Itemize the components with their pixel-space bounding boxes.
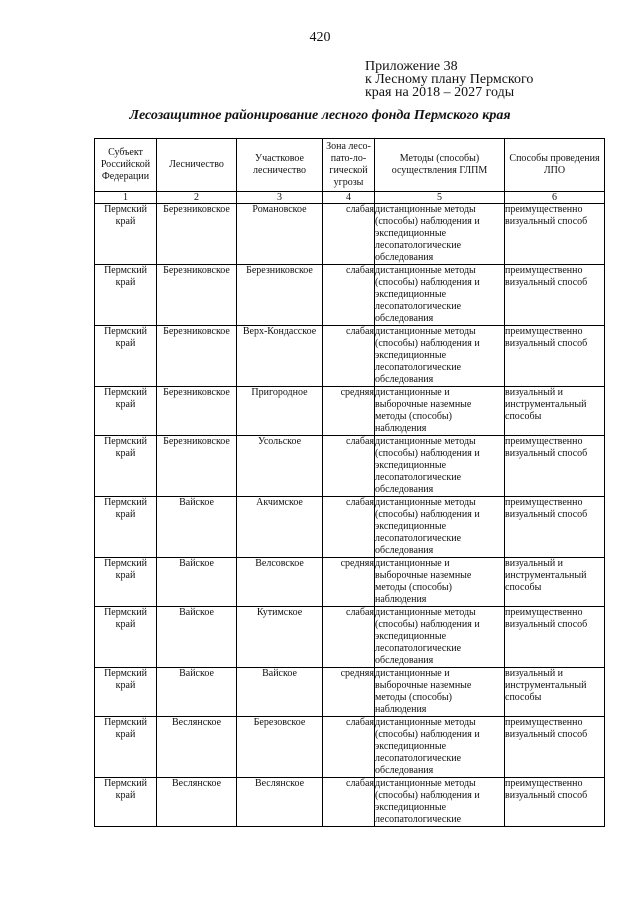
forestry-cell: Березниковское: [157, 326, 237, 387]
methods-cell: дистанционные методы (способы) наблюдения и экспедиционные лесопатологические: [375, 778, 505, 827]
column-header: Лесничество: [157, 139, 237, 192]
appendix-line-3: края на 2018 – 2027 годы: [365, 85, 515, 100]
subject-cell: Пермский край: [95, 265, 157, 326]
forestry-cell: Березниковское: [157, 204, 237, 265]
lpo-cell: преимущественно визуальный способ: [505, 436, 605, 497]
appendix-note: [365, 60, 533, 99]
zone-cell: слабая: [323, 717, 375, 778]
zone-cell: средняя: [323, 387, 375, 436]
district-cell: Велсовское: [237, 558, 323, 607]
district-cell: Романовское: [237, 204, 323, 265]
forestry-cell: Вайское: [157, 668, 237, 717]
lpo-cell: визуальный и инструментальный способы: [505, 387, 605, 436]
forestry-cell: Вайское: [157, 607, 237, 668]
district-cell: Верх-Кондасское: [237, 326, 323, 387]
zone-cell: слабая: [323, 436, 375, 497]
lpo-cell: преимущественно визуальный способ: [505, 717, 605, 778]
methods-cell: дистанционные методы (способы) наблюдения и экспедиционные лесопатологические обследования: [375, 204, 505, 265]
table-header-row: [95, 139, 605, 192]
zone-cell: слабая: [323, 607, 375, 668]
district-cell: Березовское: [237, 717, 323, 778]
district-cell: Усольское: [237, 436, 323, 497]
column-header: Способы проведения ЛПО: [505, 139, 605, 192]
methods-cell: дистанционные и выборочные наземные методы (способы) наблюдения: [375, 668, 505, 717]
zone-cell: слабая: [323, 265, 375, 326]
district-cell: Вайское: [237, 668, 323, 717]
column-header: Субъект Российской Федерации: [95, 139, 157, 192]
lpo-cell: преимущественно визуальный способ: [505, 265, 605, 326]
forestry-cell: Веслянское: [157, 778, 237, 827]
district-cell: Кутимское: [237, 607, 323, 668]
document-title: Лесозащитное районирование лесного фонда Пермского края: [129, 108, 511, 123]
table-row: [95, 497, 605, 558]
zone-cell: средняя: [323, 668, 375, 717]
methods-cell: дистанционные методы (способы) наблюдения и экспедиционные лесопатологические обследования: [375, 436, 505, 497]
methods-cell: дистанционные методы (способы) наблюдения и экспедиционные лесопатологические обследования: [375, 497, 505, 558]
methods-cell: дистанционные и выборочные наземные методы (способы) наблюдения: [375, 387, 505, 436]
subject-cell: Пермский край: [95, 717, 157, 778]
page-number: 420: [309, 30, 331, 45]
appendix-line-1: Приложение 38: [365, 59, 458, 74]
lpo-cell: преимущественно визуальный способ: [505, 204, 605, 265]
lpo-cell: преимущественно визуальный способ: [505, 607, 605, 668]
zone-cell: слабая: [323, 326, 375, 387]
table-row: [95, 326, 605, 387]
table-row: [95, 778, 605, 827]
forestry-cell: Вайское: [157, 497, 237, 558]
zone-cell: средняя: [323, 558, 375, 607]
forestry-cell: Березниковское: [157, 436, 237, 497]
subject-cell: Пермский край: [95, 436, 157, 497]
column-header: Участковое лесничество: [237, 139, 323, 192]
appendix-line-2: к Лесному плану Пермского: [365, 72, 534, 87]
district-cell: Акчимское: [237, 497, 323, 558]
district-cell: Пригородное: [237, 387, 323, 436]
subject-cell: Пермский край: [95, 387, 157, 436]
zoning-table: [94, 138, 605, 827]
forestry-cell: Березниковское: [157, 265, 237, 326]
subject-cell: Пермский край: [95, 204, 157, 265]
methods-cell: дистанционные и выборочные наземные методы (способы) наблюдения: [375, 558, 505, 607]
lpo-cell: преимущественно визуальный способ: [505, 326, 605, 387]
column-number: 4: [323, 192, 375, 204]
table-row: [95, 607, 605, 668]
column-number: 6: [505, 192, 605, 204]
table-row: [95, 436, 605, 497]
forestry-cell: Березниковское: [157, 387, 237, 436]
zone-cell: слабая: [323, 497, 375, 558]
table-row: [95, 204, 605, 265]
lpo-cell: преимущественно визуальный способ: [505, 497, 605, 558]
subject-cell: Пермский край: [95, 326, 157, 387]
subject-cell: Пермский край: [95, 778, 157, 827]
column-number: 5: [375, 192, 505, 204]
methods-cell: дистанционные методы (способы) наблюдения и экспедиционные лесопатологические обследования: [375, 717, 505, 778]
table-row: [95, 558, 605, 607]
subject-cell: Пермский край: [95, 668, 157, 717]
column-header: Зона лесо-пато-ло-гической угрозы: [323, 139, 375, 192]
subject-cell: Пермский край: [95, 497, 157, 558]
methods-cell: дистанционные методы (способы) наблюдения и экспедиционные лесопатологические обследования: [375, 607, 505, 668]
subject-cell: Пермский край: [95, 607, 157, 668]
district-cell: Березниковское: [237, 265, 323, 326]
column-number-row: [95, 192, 605, 204]
table-row: [95, 265, 605, 326]
methods-cell: дистанционные методы (способы) наблюдения и экспедиционные лесопатологические обследования: [375, 265, 505, 326]
table-row: [95, 387, 605, 436]
column-number: 3: [237, 192, 323, 204]
subject-cell: Пермский край: [95, 558, 157, 607]
zone-cell: слабая: [323, 204, 375, 265]
column-number: 2: [157, 192, 237, 204]
lpo-cell: визуальный и инструментальный способы: [505, 558, 605, 607]
table-row: [95, 717, 605, 778]
forestry-cell: Веслянское: [157, 717, 237, 778]
forestry-cell: Вайское: [157, 558, 237, 607]
lpo-cell: визуальный и инструментальный способы: [505, 668, 605, 717]
column-header: Методы (способы) осуществления ГЛПМ: [375, 139, 505, 192]
zone-cell: слабая: [323, 778, 375, 827]
methods-cell: дистанционные методы (способы) наблюдения и экспедиционные лесопатологические обследования: [375, 326, 505, 387]
lpo-cell: преимущественно визуальный способ: [505, 778, 605, 827]
column-number: 1: [95, 192, 157, 204]
table-row: [95, 668, 605, 717]
district-cell: Веслянское: [237, 778, 323, 827]
